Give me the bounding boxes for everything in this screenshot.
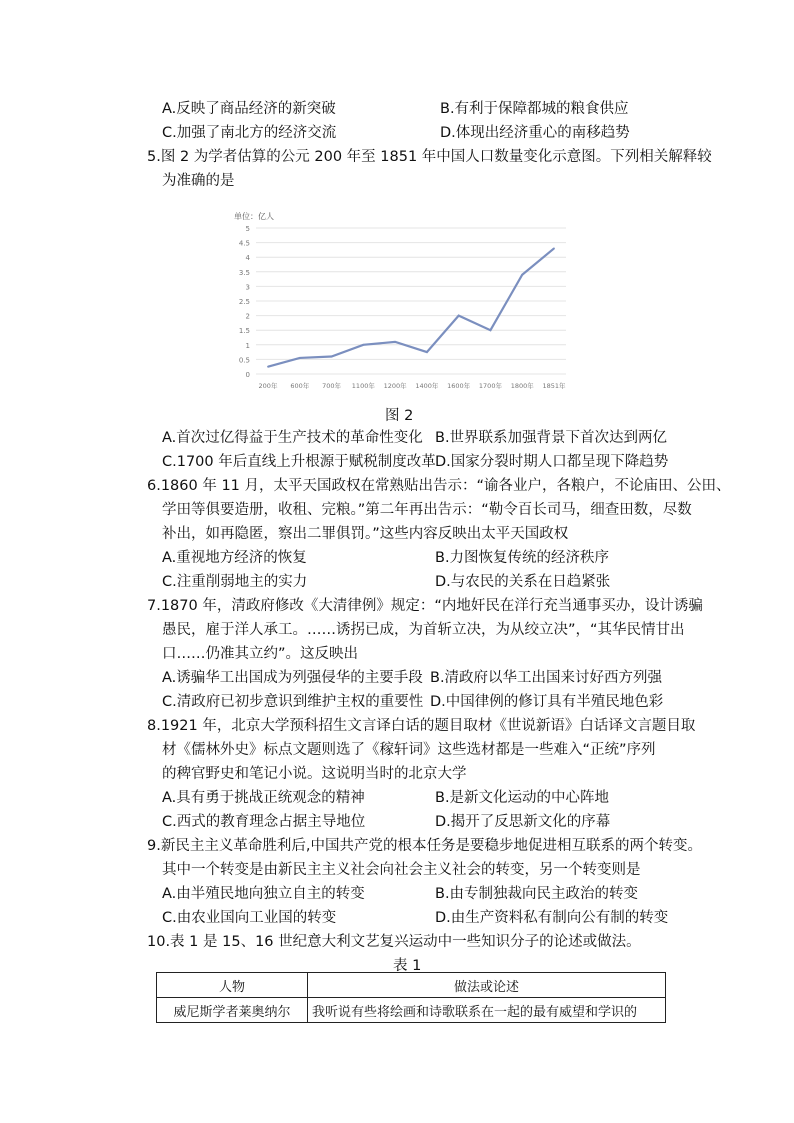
q6-stem-line1: 6.1860 年 11 月，太平天国政权在常熟贴出告示：“谕各业户，各粮户，不论庙田、公田、 (147, 478, 731, 494)
q9-option-d: D.由生产资料私有制向公有制的转变 (435, 910, 669, 926)
x-tick-label: 1800年 (510, 382, 534, 390)
y-tick-label: 4 (245, 254, 250, 263)
chart-y-ticks (239, 225, 251, 379)
q5-option-b: B.世界联系加强背景下首次达到两亿 (435, 430, 668, 446)
x-tick-label: 700年 (322, 382, 342, 390)
y-tick-label: 2.5 (238, 298, 250, 306)
data-point-4 (394, 341, 396, 343)
q4-option-c: C.加强了南北方的经济交流 (162, 125, 337, 141)
x-tick-label: 1700年 (478, 382, 502, 390)
data-point-5 (426, 351, 428, 353)
x-tick-label: 1400年 (415, 382, 439, 390)
data-point-8 (521, 274, 523, 276)
y-tick-label: 0.5 (238, 356, 250, 365)
chart-x-ticks (259, 381, 566, 390)
y-tick-label: 4.5 (238, 239, 250, 248)
x-tick-label: 1200年 (383, 382, 407, 390)
x-tick-label: 200年 (258, 382, 278, 390)
q6-option-d: D.与农民的关系在日趋紧张 (435, 574, 611, 590)
y-tick-label: 3 (245, 283, 250, 292)
q9-stem-line1: 9.新民主主义革命胜利后,中国共产党的根本任务是要稳步地促进相互联系的两个转变。 (147, 838, 702, 854)
population-series-line (268, 248, 554, 366)
q7-option-d: D.中国律例的修订具有半殖民地色彩 (430, 694, 664, 710)
q5-option-d: D.国家分裂时期人口都呈现下降趋势 (435, 454, 669, 470)
q9-option-b: B.由专制独裁向民主政治的转变 (435, 886, 639, 902)
x-tick-label: 1100年 (351, 382, 375, 390)
data-point-0 (267, 366, 269, 368)
q5-stem-line1: 5.图 2 为学者估算的公元 200 年至 1851 年中国人口数量变化示意图。下列相关解释较 (147, 149, 712, 165)
q9-option-c: C.由农业国向工业国的转变 (162, 910, 337, 926)
chart-data-points (267, 248, 555, 368)
q9-stem-line2: 其中一个转变是由新民主主义社会向社会主义社会的转变，另一个转变则是 (162, 862, 641, 878)
q6-option-c: C.注重削弱地主的实力 (162, 574, 308, 590)
q8-option-a: A.具有勇于挑战正统观念的精神 (162, 790, 365, 806)
y-tick-label: 3.5 (238, 268, 250, 277)
q8-option-c: C.西式的教育理念占据主导地位 (162, 814, 366, 830)
chart-unit-label: 单位：亿人 (234, 212, 274, 221)
y-tick-label: 1 (245, 341, 250, 350)
q7-stem-line1: 7.1870 年，清政府修改《大清律例》规定：“内地奸民在洋行充当通事买办，设计诱骗 (147, 598, 703, 614)
y-tick-label: 2 (245, 312, 250, 321)
q6-option-a: A.重视地方经济的恢复 (162, 550, 307, 566)
q8-option-d: D.揭开了反思新文化的序幕 (435, 814, 611, 830)
table-row (157, 998, 666, 1023)
table-header-row (157, 973, 666, 998)
table-header-person: 人物 (157, 973, 308, 998)
q8-option-b: B.是新文化运动的中心阵地 (435, 790, 610, 806)
figure-2-caption: 图 2 (385, 408, 414, 424)
chart-grid (256, 228, 566, 374)
q7-stem-line3: 口……仍准其立约”。这反映出 (162, 646, 359, 662)
x-tick-label: 1600年 (447, 382, 471, 390)
q4-option-b: B.有利于保障都城的粮食供应 (440, 101, 629, 117)
q10-stem-line1: 10.表 1 是 15、16 世纪意大利文艺复兴运动中一些知识分子的论述或做法。 (147, 934, 641, 950)
q5-option-c: C.1700 年后直线上升根源于赋税制度改革 (162, 454, 436, 470)
table-cell-person: 威尼斯学者莱奥纳尔 (157, 998, 308, 1023)
table-header-practice: 做法或论述 (308, 973, 666, 998)
y-tick-label: 5 (245, 225, 250, 233)
q7-option-a: A.诱骗华工出国成为列强侵华的主要手段 (162, 670, 423, 686)
population-line-chart (224, 206, 574, 396)
table-1-caption: 表 1 (393, 958, 422, 974)
q4-option-a: A.反映了商品经济的新突破 (162, 101, 336, 117)
data-point-7 (490, 329, 492, 331)
q7-option-c: C.清政府已初步意识到维护主权的重要性 (162, 694, 424, 710)
data-point-6 (458, 315, 460, 317)
q8-stem-line2: 材《儒林外史》标点文题则选了《稼轩词》这些选材都是一些难入“正统”序列 (162, 742, 656, 758)
data-point-1 (299, 357, 301, 359)
data-point-2 (331, 356, 333, 358)
q6-stem-line3: 补出，如再隐匿，察出二罪俱罚。”这些内容反映出太平天国政权 (162, 526, 569, 542)
x-tick-label: 600年 (290, 382, 310, 390)
table-cell-practice: 我听说有些将绘画和诗歌联系在一起的最有威望和学识的 (308, 998, 666, 1023)
q5-stem-line2: 为准确的是 (162, 173, 235, 189)
data-point-3 (362, 344, 364, 346)
q6-option-b: B.力图恢复传统的经济秩序 (435, 550, 610, 566)
table-1 (156, 972, 666, 1023)
x-tick-label: 1851年 (542, 382, 566, 390)
y-tick-label: 0 (245, 371, 250, 379)
q7-stem-line2: 愚民，雇于洋人承工。……诱拐已成，为首斩立决，为从绞立决”，“其华民情甘出 (162, 622, 685, 638)
q5-option-a: A.首次过亿得益于生产技术的革命性变化 (162, 430, 423, 446)
q6-stem-line2: 学田等俱要造册，收租、完粮。”第二年再出告示：“勒令百长司马，细查田数，尽数 (162, 502, 692, 518)
q8-stem-line3: 的稗官野史和笔记小说。这说明当时的北京大学 (162, 766, 467, 782)
q4-option-d: D.体现出经济重心的南移趋势 (440, 125, 630, 141)
y-tick-label: 1.5 (238, 327, 250, 336)
q7-option-b: B.清政府以华工出国来讨好西方列强 (430, 670, 663, 686)
data-point-9 (553, 248, 555, 250)
q8-stem-line1: 8.1921 年，北京大学预科招生文言译白话的题目取材《世说新语》白话译文言题目取 (147, 718, 696, 734)
q9-option-a: A.由半殖民地向独立自主的转变 (162, 886, 365, 902)
